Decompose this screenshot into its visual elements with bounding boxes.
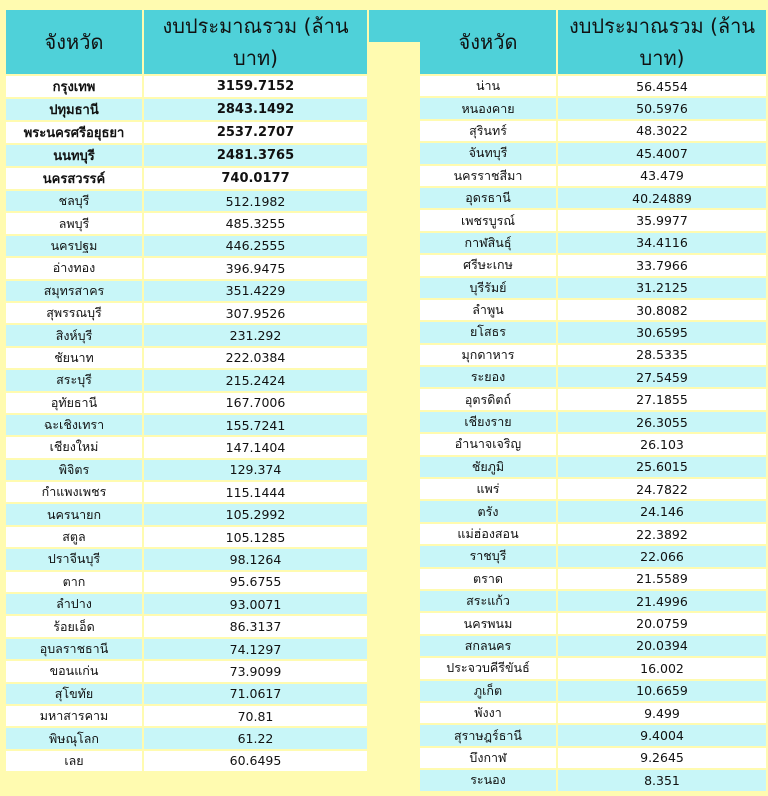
budget-value-cell: 34.4116 <box>558 233 768 253</box>
right-header-row <box>420 10 768 74</box>
budget-value-cell: 98.1264 <box>144 549 369 569</box>
table-row <box>6 348 369 368</box>
table-row <box>420 591 768 611</box>
province-cell: ลำพูน <box>420 300 558 320</box>
table-row <box>6 460 369 480</box>
province-cell: สุรินทร์ <box>420 121 558 141</box>
budget-value-cell: 8.351 <box>558 770 768 790</box>
table-row <box>6 639 369 659</box>
table-row <box>420 770 768 790</box>
province-cell: สมุทรสาคร <box>6 281 144 301</box>
budget-value-cell: 35.9977 <box>558 210 768 230</box>
table-row <box>6 325 369 345</box>
table-row <box>6 482 369 502</box>
table-row <box>6 616 369 636</box>
table-row <box>420 636 768 656</box>
table-row <box>6 706 369 726</box>
right-table-body <box>420 76 768 791</box>
budget-value-cell: 27.5459 <box>558 367 768 387</box>
province-cell: ปทุมธานี <box>6 99 144 120</box>
province-cell: ศรีษะเกษ <box>420 255 558 275</box>
table-row <box>420 569 768 589</box>
province-cell: เชียงราย <box>420 412 558 432</box>
table-row <box>420 233 768 253</box>
header-spacer <box>365 10 420 42</box>
budget-value-cell: 26.103 <box>558 434 768 454</box>
table-row <box>420 166 768 186</box>
province-cell: สิงห์บุรี <box>6 325 144 345</box>
budget-value-cell: 24.7822 <box>558 479 768 499</box>
table-row <box>6 415 369 435</box>
budget-value-cell: 21.4996 <box>558 591 768 611</box>
table-row <box>6 99 369 120</box>
table-row <box>420 703 768 723</box>
budget-value-cell: 74.1297 <box>144 639 369 659</box>
province-column-header: จังหวัด <box>420 10 558 74</box>
table-row <box>420 613 768 633</box>
budget-value-cell: 30.8082 <box>558 300 768 320</box>
table-row <box>6 281 369 301</box>
budget-value-cell: 86.3137 <box>144 616 369 636</box>
province-cell: หนองคาย <box>420 98 558 118</box>
table-row <box>6 527 369 547</box>
province-cell: มุกดาหาร <box>420 345 558 365</box>
province-cell: ราชบุรี <box>420 546 558 566</box>
left-header-row <box>6 10 369 74</box>
budget-value-cell: 9.2645 <box>558 748 768 768</box>
province-cell: ชัยนาท <box>6 348 144 368</box>
budget-value-cell: 28.5335 <box>558 345 768 365</box>
budget-value-cell: 21.5589 <box>558 569 768 589</box>
province-cell: สุโขทัย <box>6 684 144 704</box>
province-cell: มหาสารคาม <box>6 706 144 726</box>
table-row <box>420 278 768 298</box>
province-cell: ภูเก็ต <box>420 681 558 701</box>
province-cell: บึงกาฬ <box>420 748 558 768</box>
province-cell: พระนครศรีอยุธยา <box>6 122 144 143</box>
province-cell: เลย <box>6 751 144 771</box>
province-cell: สระบุรี <box>6 370 144 390</box>
budget-value-cell: 50.5976 <box>558 98 768 118</box>
budget-value-cell: 56.4554 <box>558 76 768 96</box>
budget-value-cell: 71.0617 <box>144 684 369 704</box>
budget-value-cell: 61.22 <box>144 728 369 748</box>
province-cell: ตาก <box>6 572 144 592</box>
table-row <box>420 658 768 678</box>
province-cell: อุตรดิตถ์ <box>420 389 558 409</box>
empty-cell <box>6 773 144 793</box>
table-row <box>420 210 768 230</box>
province-column-header: จังหวัด <box>6 10 144 74</box>
budget-value-cell: 105.1285 <box>144 527 369 547</box>
table-row <box>6 236 369 256</box>
province-cell: นครราชสีมา <box>420 166 558 186</box>
province-cell: ฉะเชิงเทรา <box>6 415 144 435</box>
province-cell: เพชรบูรณ์ <box>420 210 558 230</box>
province-cell: สกลนคร <box>420 636 558 656</box>
right-budget-table <box>420 8 768 793</box>
budget-value-cell: 446.2555 <box>144 236 369 256</box>
budget-value-cell: 215.2424 <box>144 370 369 390</box>
budget-value-cell: 16.002 <box>558 658 768 678</box>
budget-value-cell: 115.1444 <box>144 482 369 502</box>
province-cell: พิษณุโลก <box>6 728 144 748</box>
table-row <box>420 434 768 454</box>
province-cell: ระยอง <box>420 367 558 387</box>
table-row <box>6 572 369 592</box>
table-row <box>6 258 369 278</box>
province-cell: ประจวบคีรีขันธ์ <box>420 658 558 678</box>
table-row <box>420 479 768 499</box>
table-row <box>420 345 768 365</box>
province-cell: ตราด <box>420 569 558 589</box>
budget-value-cell: 2843.1492 <box>144 99 369 120</box>
budget-value-cell: 147.1404 <box>144 437 369 457</box>
budget-value-cell: 3159.7152 <box>144 76 369 97</box>
table-row <box>420 143 768 163</box>
budget-value-cell: 26.3055 <box>558 412 768 432</box>
table-row <box>420 725 768 745</box>
table-row <box>420 524 768 544</box>
table-row <box>6 549 369 569</box>
budget-value-cell: 155.7241 <box>144 415 369 435</box>
budget-value-cell: 396.9475 <box>144 258 369 278</box>
province-cell: นนทบุรี <box>6 145 144 166</box>
budget-value-cell: 45.4007 <box>558 143 768 163</box>
province-cell: ชัยภูมิ <box>420 457 558 477</box>
province-cell: ลำปาง <box>6 594 144 614</box>
province-cell: พิจิตร <box>6 460 144 480</box>
budget-value-cell: 95.6755 <box>144 572 369 592</box>
table-row <box>420 367 768 387</box>
province-cell: ลพบุรี <box>6 213 144 233</box>
budget-value-cell: 93.0071 <box>144 594 369 614</box>
budget-value-cell: 167.7006 <box>144 393 369 413</box>
budget-value-cell: 70.81 <box>144 706 369 726</box>
table-row <box>6 76 369 97</box>
province-cell: อุบลราชธานี <box>6 639 144 659</box>
budget-value-cell: 60.6495 <box>144 751 369 771</box>
budget-value-cell: 129.374 <box>144 460 369 480</box>
budget-value-cell: 25.6015 <box>558 457 768 477</box>
empty-row <box>6 773 369 793</box>
table-row <box>6 303 369 323</box>
province-cell: ระนอง <box>420 770 558 790</box>
table-row <box>6 504 369 524</box>
budget-value-cell: 24.146 <box>558 501 768 521</box>
province-cell: นครนายก <box>6 504 144 524</box>
province-cell: ตรัง <box>420 501 558 521</box>
province-cell: สุพรรณบุรี <box>6 303 144 323</box>
province-cell: แม่ฮ่องสอน <box>420 524 558 544</box>
table-row <box>420 412 768 432</box>
table-row <box>6 684 369 704</box>
budget-value-cell: 2537.2707 <box>144 122 369 143</box>
table-row <box>6 191 369 211</box>
table-row <box>420 188 768 208</box>
budget-value-cell: 222.0384 <box>144 348 369 368</box>
budget-value-cell: 27.1855 <box>558 389 768 409</box>
table-row <box>6 661 369 681</box>
table-row <box>420 255 768 275</box>
budget-value-cell: 43.479 <box>558 166 768 186</box>
budget-value-cell: 40.24889 <box>558 188 768 208</box>
budget-value-cell: 48.3022 <box>558 121 768 141</box>
province-cell: นครปฐม <box>6 236 144 256</box>
budget-value-cell: 740.0177 <box>144 168 369 189</box>
budget-value-cell: 2481.3765 <box>144 145 369 166</box>
budget-value-cell: 20.0759 <box>558 613 768 633</box>
table-row <box>420 76 768 96</box>
left-budget-table <box>6 8 369 796</box>
province-cell: จันทบุรี <box>420 143 558 163</box>
province-cell: อำนาจเจริญ <box>420 434 558 454</box>
table-row <box>420 681 768 701</box>
province-cell: กำแพงเพชร <box>6 482 144 502</box>
province-cell: นครพนม <box>420 613 558 633</box>
budget-value-cell: 33.7966 <box>558 255 768 275</box>
left-table-body <box>6 76 369 794</box>
province-cell: นครสวรรค์ <box>6 168 144 189</box>
table-row <box>6 393 369 413</box>
budget-value-cell: 30.6595 <box>558 322 768 342</box>
province-cell: ขอนแก่น <box>6 661 144 681</box>
table-row <box>420 98 768 118</box>
province-cell: เชียงใหม่ <box>6 437 144 457</box>
budget-value-cell: 9.4004 <box>558 725 768 745</box>
province-cell: กรุงเทพ <box>6 76 144 97</box>
table-row <box>6 437 369 457</box>
budget-value-cell: 20.0394 <box>558 636 768 656</box>
budget-value-cell: 31.2125 <box>558 278 768 298</box>
budget-value-cell: 231.292 <box>144 325 369 345</box>
budget-value-cell: 22.3892 <box>558 524 768 544</box>
table-row <box>420 748 768 768</box>
province-cell: สตูล <box>6 527 144 547</box>
province-cell: ยโสธร <box>420 322 558 342</box>
province-cell: กาฬสินธุ์ <box>420 233 558 253</box>
province-cell: สระแก้ว <box>420 591 558 611</box>
budget-table-frame <box>6 6 762 788</box>
province-cell: ชลบุรี <box>6 191 144 211</box>
table-row <box>420 457 768 477</box>
budget-column-header: งบประมาณรวม (ล้านบาท) <box>558 10 768 74</box>
table-row <box>420 322 768 342</box>
budget-value-cell: 307.9526 <box>144 303 369 323</box>
table-row <box>420 300 768 320</box>
table-row <box>420 389 768 409</box>
province-cell: อุดรธานี <box>420 188 558 208</box>
table-row <box>6 728 369 748</box>
budget-value-cell: 9.499 <box>558 703 768 723</box>
province-cell: แพร่ <box>420 479 558 499</box>
table-row <box>6 168 369 189</box>
table-row <box>420 546 768 566</box>
table-row <box>420 121 768 141</box>
province-cell: สุราษฎร์ธานี <box>420 725 558 745</box>
province-cell: อุทัยธานี <box>6 393 144 413</box>
budget-value-cell: 73.9099 <box>144 661 369 681</box>
province-cell: น่าน <box>420 76 558 96</box>
budget-value-cell: 10.6659 <box>558 681 768 701</box>
table-row <box>6 145 369 166</box>
table-row <box>6 370 369 390</box>
table-row <box>6 122 369 143</box>
province-cell: อ่างทอง <box>6 258 144 278</box>
empty-cell <box>144 773 369 793</box>
table-row <box>6 594 369 614</box>
province-cell: ปราจีนบุรี <box>6 549 144 569</box>
budget-value-cell: 351.4229 <box>144 281 369 301</box>
table-row <box>6 213 369 233</box>
budget-value-cell: 22.066 <box>558 546 768 566</box>
table-row <box>420 501 768 521</box>
province-cell: พังงา <box>420 703 558 723</box>
table-row <box>6 751 369 771</box>
province-cell: ร้อยเอ็ด <box>6 616 144 636</box>
budget-value-cell: 512.1982 <box>144 191 369 211</box>
budget-value-cell: 105.2992 <box>144 504 369 524</box>
province-cell: บุรีรัมย์ <box>420 278 558 298</box>
budget-column-header: งบประมาณรวม (ล้านบาท) <box>144 10 369 74</box>
budget-value-cell: 485.3255 <box>144 213 369 233</box>
